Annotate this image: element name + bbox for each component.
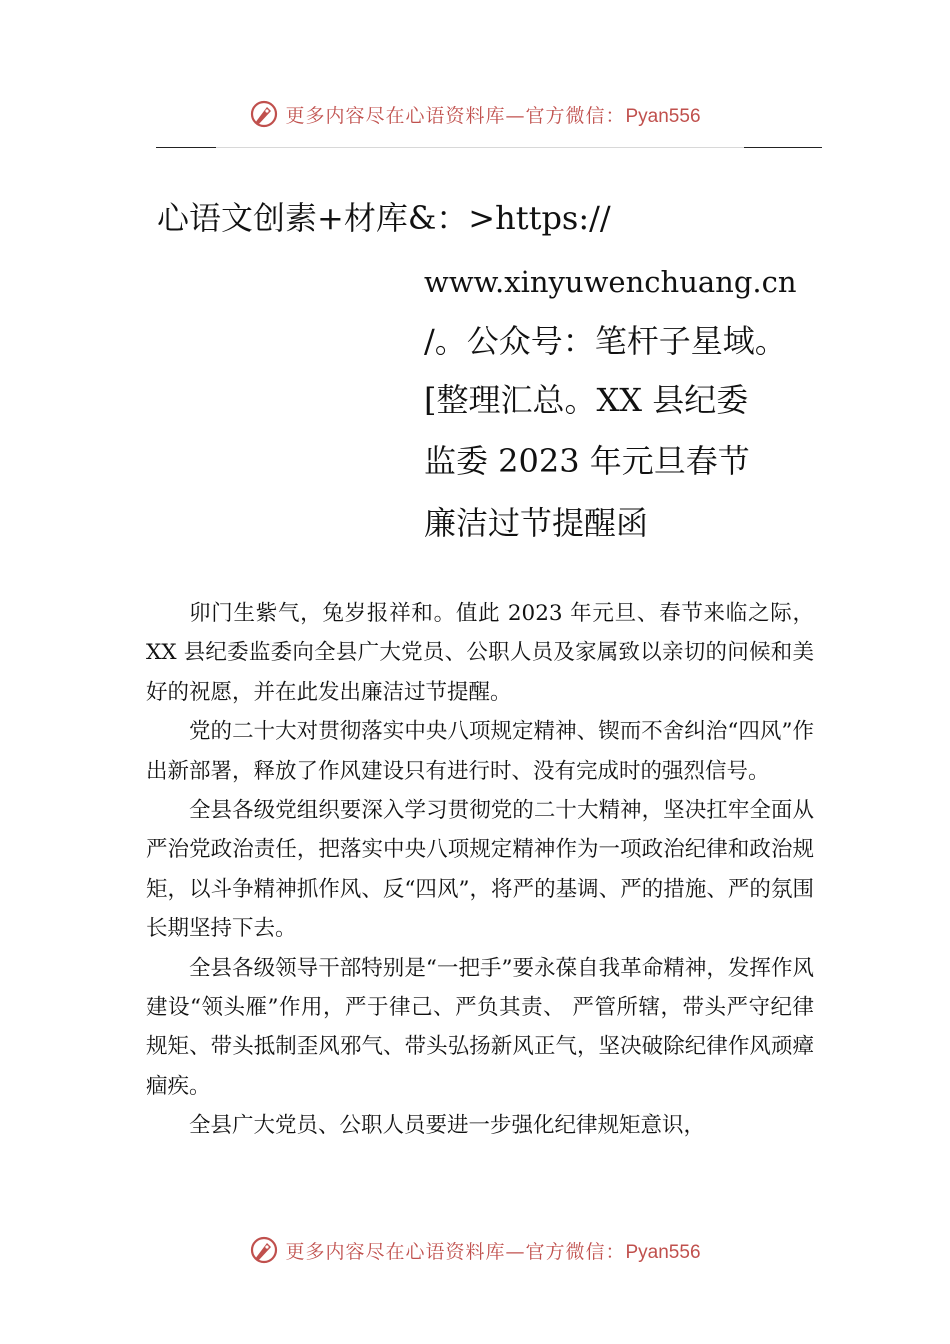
document-body: [146, 594, 814, 1146]
pen-nib-logo-icon: [249, 1235, 279, 1265]
title-line: [整理汇总。XX 县纪委: [424, 381, 749, 419]
footer-banner-text: [285, 1237, 700, 1264]
body-paragraph: 全县广大党员、公职人员要进一步强化纪律规矩意识，: [189, 1113, 706, 1139]
title-line: 心语文创素+材库&：>https://: [157, 199, 611, 237]
header-wechat-id: Pyan556: [625, 105, 701, 127]
body-paragraph: 卯门生紫气，兔岁报祥和。值此 2023 年元旦、春节来临之际，XX 县纪委监委向全县广大党员、公职人员及家属致以亲切的问候和美好的祝愿，并在此发出廉洁过节提醒。: [146, 601, 814, 705]
body-paragraph: 全县各级党组织要深入学习贯彻党的二十大精神，坚决扛牢全面从严治党政治责任，把落实中央八项规定精神作为一项政治纪律和政治规矩，以斗争精神抓作风、反“四风”，将严的基调、严的措施、严的氛围长期坚持下去。: [146, 798, 814, 942]
title-line: /。公众号：笔杆子星域。: [424, 322, 787, 360]
footer-banner-label: 更多内容尽在心语资料库—官方微信：: [285, 1240, 626, 1263]
title-line: www.xinyuwenchuang.cn: [424, 265, 797, 299]
footer-banner: [0, 1232, 950, 1268]
title-line: 廉洁过节提醒函: [424, 504, 649, 542]
footer-wechat-id: Pyan556: [625, 1241, 701, 1263]
header-banner-label: 更多内容尽在心语资料库—官方微信：: [285, 104, 626, 127]
body-paragraph: 全县各级领导干部特别是“一把手”要永葆自我革命精神，发挥作风建设“领头雁”作用，严于律己、严负其责、 严管所辖，带头严守纪律规矩、带头抵制歪风邪气、带头弘扬新风正气，坚决破除纪律作风顽瘴痼疾。: [146, 955, 814, 1099]
title-line: 监委 2023 年元旦春节: [424, 442, 750, 480]
body-paragraph: 党的二十大对贯彻落实中央八项规定精神、锲而不舍纠治“四风”作出新部署，释放了作风建设只有进行时、没有完成时的强烈信号。: [146, 719, 814, 784]
document-title: [0, 0, 950, 560]
